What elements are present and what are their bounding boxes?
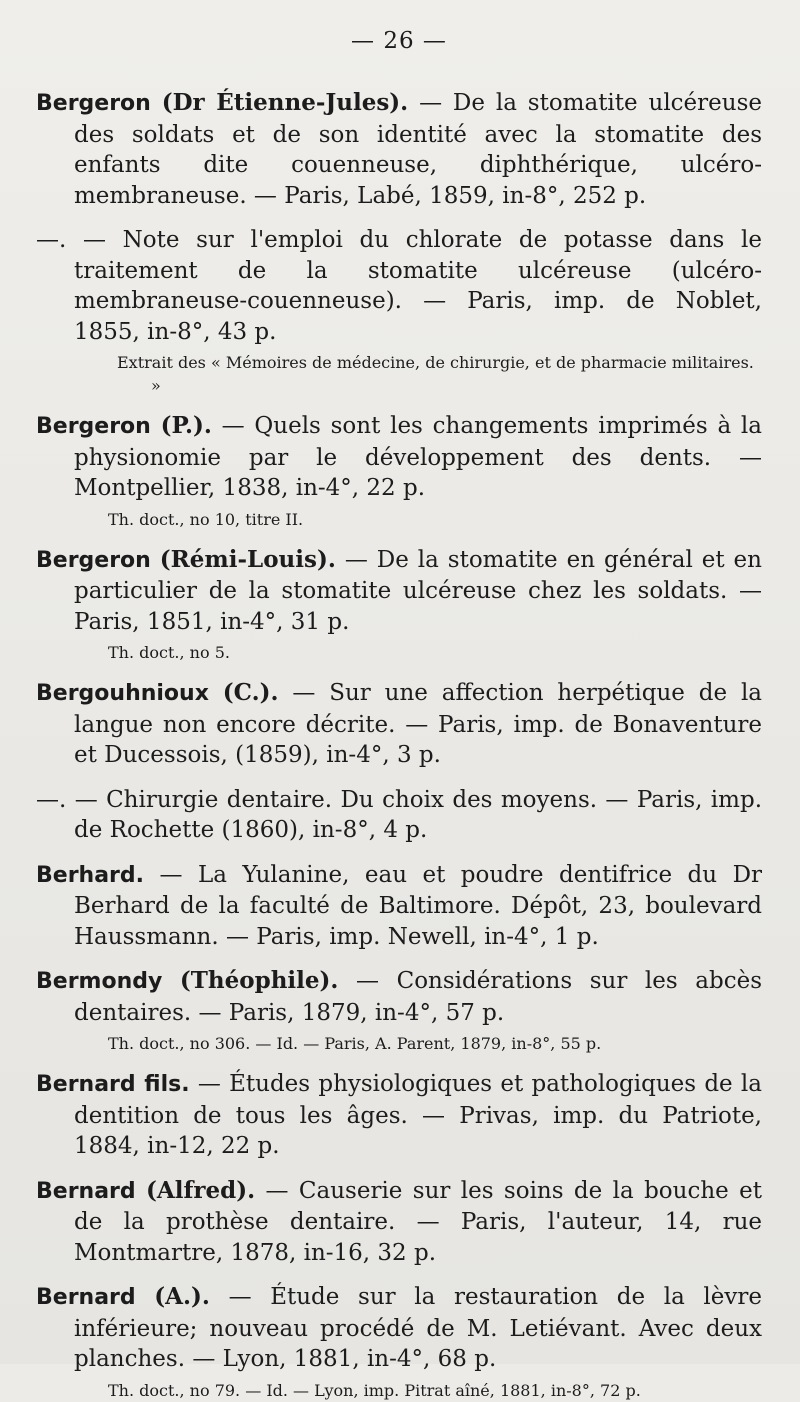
entry-text: — Études physiologiques et pathologiques de la dentition de tous les âges. — Privas, imp. du Patriote, 1884, in-12, 22 p. [74,1071,762,1159]
author-given: (Théophile). [179,967,339,994]
author-name: Bergeron [36,414,151,439]
entry-note: Th. doct., no 306. — Id. — Paris, A. Parent, 1879, in-8°, 55 p. [108,1034,602,1053]
entry-bergeron-p [36,411,762,531]
entry-note: Extrait des « Mémoires de médecine, de chirurgie, et de pharmacie militaires. » [117,353,754,395]
entry-bergeron-etienne-jules [36,88,762,211]
author-name: Bergeron [36,547,151,573]
entry-text: — De la stomatite en général et en particulier de la stomatite ulcéreuse chez les soldats. — Paris, 1851, in-4°, 31 p. [74,546,762,635]
entry-text: — Étude sur la restauration de la lèvre inférieure; nouveau procédé de M. Letiévant. Avec deux planches. — Lyon, 1881, in-4°, 68 p. [74,1284,762,1372]
entry-text: — Note sur l'emploi du chlorate de potasse dans le traitement de la stomatite ulcéreuse (ulcéro-membraneuse-couenneuse). — Paris, imp. de Noblet, 1855, in-8°, 43 p. [74,227,763,345]
author-given: (C.). [222,679,279,706]
entry-note: Th. doct., no 5. [108,643,230,662]
entry-bermondy [36,966,762,1055]
author-given: (A.). [154,1283,210,1310]
entry-text: — Chirurgie dentaire. Du choix des moyens. — Paris, imp. de Rochette (1860), in-8°, 4 p. [74,786,763,843]
entry-bergouhnioux-chirurgie [36,785,762,846]
author-given: (P.). [160,412,212,439]
entry-note: Th. doct., no 79. — Id. — Lyon, imp. Pitrat aîné, 1881, in-8°, 72 p. [108,1380,641,1400]
entry-text: — Considérations sur les abcès dentaires. — Paris, 1879, in-4°, 57 p. [74,968,762,1026]
author-name: Bernard fils. [36,1072,190,1097]
entry-bergeron-remi-louis [36,545,762,665]
author-given: (Rémi-Louis). [159,545,336,573]
page-number: — 26 — [351,28,447,54]
entry-bernard-alfred [36,1176,762,1269]
entry-text: — Sur une affection herpétique de la langue non encore décrite. — Paris, imp. de Bonaventure et Ducessois, (1859), in-4°, 3 p. [74,680,763,768]
author-name: Bergeron [36,91,151,116]
entry-text: — La Yulanine, eau et poudre dentifrice du Dr Berhard de la faculté de Baltimore. Dépôt, 23, boulevard Haussmann. — Paris, imp. Newell, in-4°, 1 p. [74,861,762,950]
author-name: Bergouhnioux [36,681,209,706]
author-name: Bermondy [36,969,163,994]
entry-bergouhnioux [36,678,762,771]
entry-text: — Quels sont les changements imprimés à la physionomie par le développement des dents. — Montpellier, 1838, in-4°, 22 p. [74,413,762,501]
entry-bergeron-chlorate [36,225,762,397]
entry-text: — De la stomatite ulcéreuse des soldats et de son identité avec la stomatite des enfants dite couenneuse, diphthérique, ulcéro-membraneuse. — Paris, Labé, 1859, in-8°, 252 p. [74,90,763,209]
author-name: Bernard [36,1285,136,1310]
ditto-dash: —. [36,227,67,253]
author-name: Bernard [36,1178,136,1204]
entry-note: Th. doct., no 10, titre II. [108,509,304,529]
ditto-dash: —. [36,786,67,813]
author-given: (Dr Étienne-Jules). [161,89,409,116]
author-name: Berhard. [36,862,145,888]
entry-bernard-fils [36,1069,762,1162]
entry-berhard [36,860,762,953]
author-given: (Alfred). [146,1176,256,1204]
entry-bernard-a [36,1282,762,1402]
entry-text: — Causerie sur les soins de la bouche et de la prothèse dentaire. — Paris, l'auteur, 14, rue Montmartre, 1878, in-16, 32 p. [74,1177,763,1266]
